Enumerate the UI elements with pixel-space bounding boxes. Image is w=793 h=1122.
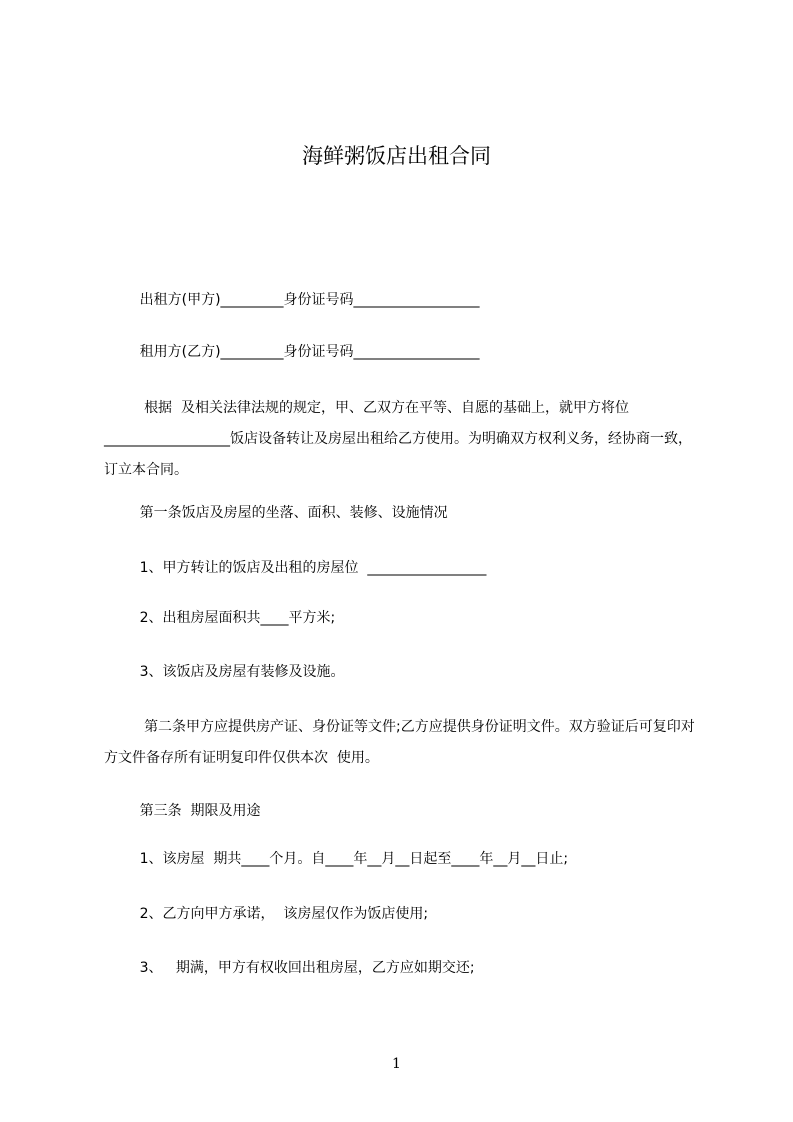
article-1-item-2: 2、出租房屋面积共____平方米; bbox=[104, 610, 336, 626]
preamble-paragraph: 根据 及相关法律法规的规定，甲、乙双方在平等、自愿的基础上，就甲方将位 __________________饭店设备转让及房屋出租给乙方使用。为明确双方权利义务，经协商一致，订立本合同。 bbox=[104, 400, 692, 478]
lessor-line: 出租方(甲方)_________身份证号码__________________ bbox=[104, 292, 480, 308]
lessee-line: 租用方(乙方)_________身份证号码__________________ bbox=[104, 344, 480, 360]
article-3-item-1: 1、该房屋 期共____个月。自____年__月__日起至____年__月__日止; bbox=[104, 851, 569, 867]
article-1-item-1: 1、甲方转让的饭店及出租的房屋位 _________________ bbox=[104, 560, 487, 576]
article-3-heading: 第三条 期限及用途 bbox=[104, 803, 261, 819]
article-1-item-3: 3、该饭店及房屋有装修及设施。 bbox=[104, 664, 345, 680]
article-1-heading: 第一条饭店及房屋的坐落、面积、装修、设施情况 bbox=[104, 505, 448, 521]
page-number: 1 bbox=[392, 1056, 401, 1072]
article-3-item-3: 3、 期满，甲方有权收回出租房屋，乙方应如期交还; bbox=[104, 960, 475, 976]
article-2-paragraph: 第二条甲方应提供房产证、身份证等文件;乙方应提供身份证明文件。双方验证后可复印对方文件备存所有证明复印件仅供本次 使用。 bbox=[104, 719, 695, 766]
document-title: 海鲜粥饭店出租合同 bbox=[302, 144, 491, 168]
article-3-item-2: 2、乙方向甲方承诺， 该房屋仅作为饭店使用; bbox=[104, 906, 429, 922]
